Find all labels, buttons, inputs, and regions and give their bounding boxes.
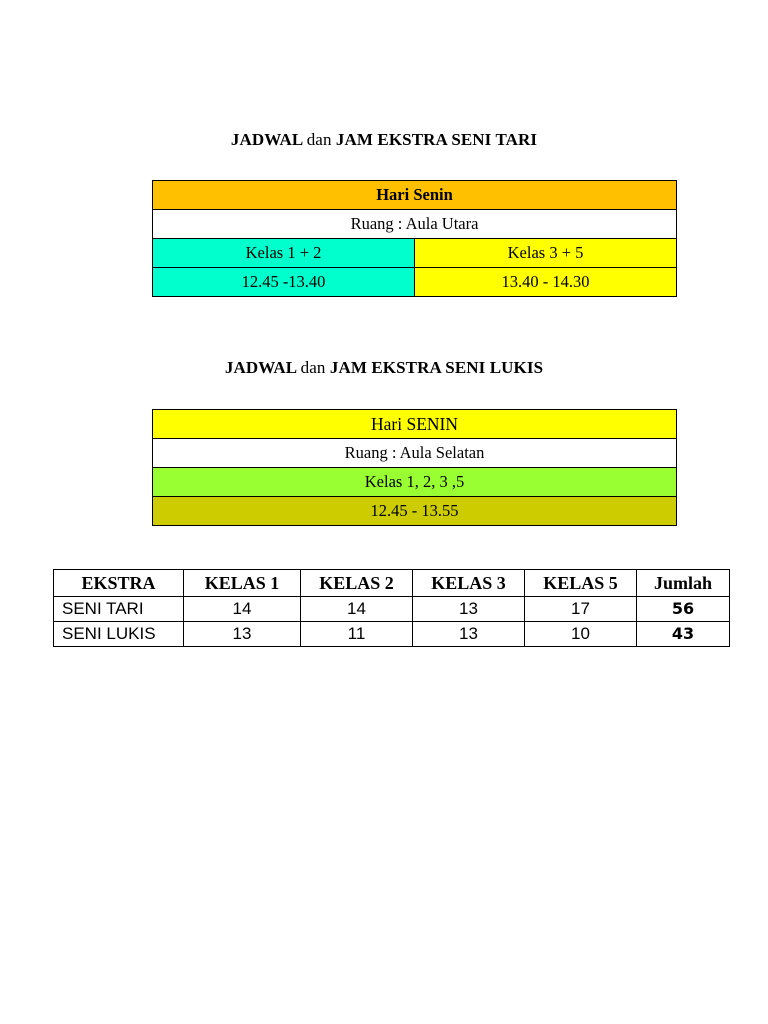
seni-lukis-heading-main: JADWAL [224, 358, 297, 377]
seni-lukis-heading-dan: dan [300, 358, 326, 377]
summary-cell: 13 [184, 622, 301, 647]
summary-row-name: SENI TARI [54, 597, 184, 622]
summary-cell: 13 [413, 597, 525, 622]
summary-cell: 11 [301, 622, 413, 647]
seni-tari-ruang-row [153, 210, 677, 239]
seni-lukis-heading [0, 358, 768, 378]
seni-tari-group1-time: 12.45 -13.40 [153, 268, 415, 297]
seni-lukis-kelas-row [153, 468, 677, 497]
summary-total: 56 [637, 597, 730, 622]
summary-total: 43 [637, 622, 730, 647]
summary-header-kelas-2: KELAS 2 [301, 570, 413, 597]
seni-tari-group2-label: Kelas 3 + 5 [415, 239, 677, 268]
summary-row-name: SENI LUKIS [54, 622, 184, 647]
seni-lukis-schedule-table [152, 409, 677, 526]
summary-cell: 17 [525, 597, 637, 622]
summary-header-kelas-3: KELAS 3 [413, 570, 525, 597]
table-row [54, 622, 730, 647]
summary-cell: 13 [413, 622, 525, 647]
seni-tari-heading-main: JADWAL [230, 130, 303, 149]
summary-cell: 14 [184, 597, 301, 622]
seni-tari-schedule-table [152, 180, 677, 297]
summary-header-jumlah: Jumlah [637, 570, 730, 597]
seni-tari-group1-label: Kelas 1 + 2 [153, 239, 415, 268]
seni-tari-heading [0, 130, 768, 150]
seni-lukis-heading-rest: JAM EKSTRA SENI LUKIS [329, 358, 544, 377]
summary-header-kelas-5: KELAS 5 [525, 570, 637, 597]
seni-tari-ruang-cell: Ruang : Aula Utara [153, 210, 677, 239]
table-row [54, 597, 730, 622]
seni-lukis-hari-cell: Hari SENIN [153, 410, 677, 439]
summary-header-ekstra: EKSTRA [54, 570, 184, 597]
seni-lukis-time-cell: 12.45 - 13.55 [153, 497, 677, 526]
summary-header-row [54, 570, 730, 597]
seni-lukis-time-row [153, 497, 677, 526]
seni-lukis-ruang-row [153, 439, 677, 468]
seni-tari-kelas-row [153, 239, 677, 268]
seni-lukis-kelas-cell: Kelas 1, 2, 3 ,5 [153, 468, 677, 497]
summary-cell: 10 [525, 622, 637, 647]
seni-tari-time-row [153, 268, 677, 297]
seni-tari-heading-dan: dan [306, 130, 332, 149]
seni-tari-hari-cell: Hari Senin [153, 181, 677, 210]
summary-cell: 14 [301, 597, 413, 622]
summary-table [53, 569, 730, 647]
seni-tari-heading-rest: JAM EKSTRA SENI TARI [335, 130, 538, 149]
summary-header-kelas-1: KELAS 1 [184, 570, 301, 597]
seni-lukis-ruang-cell: Ruang : Aula Selatan [153, 439, 677, 468]
seni-tari-hari-row [153, 181, 677, 210]
seni-tari-group2-time: 13.40 - 14.30 [415, 268, 677, 297]
seni-lukis-hari-row [153, 410, 677, 439]
